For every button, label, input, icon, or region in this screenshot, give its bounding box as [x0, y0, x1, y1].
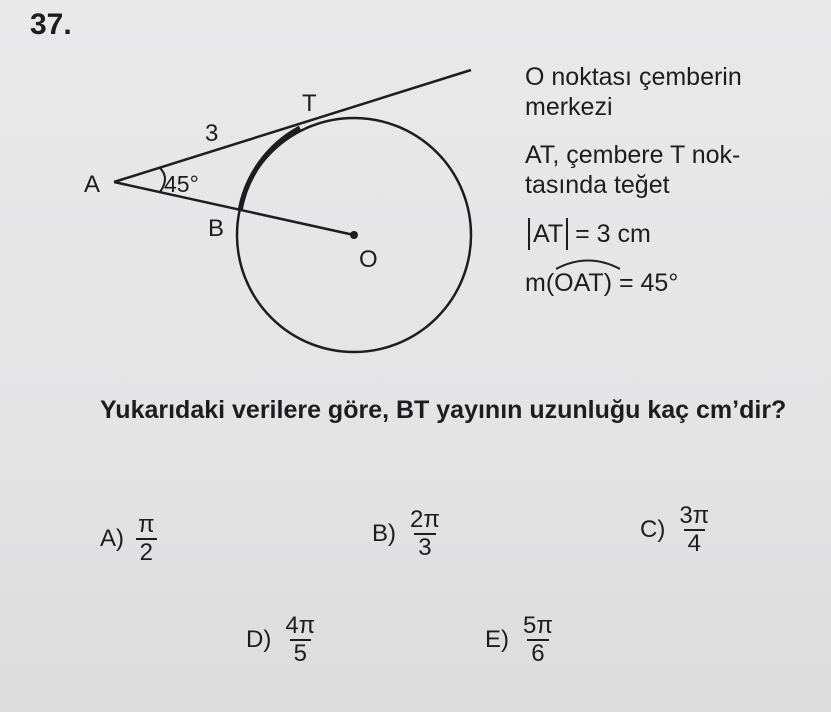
info-angle-value: ) = 45°	[603, 269, 679, 297]
arc-hat-icon	[554, 256, 622, 270]
question-number: 37.	[30, 8, 72, 41]
label-a: A	[84, 171, 101, 198]
label-angle: 45°	[164, 171, 199, 197]
choice-e[interactable]	[485, 613, 557, 667]
label-side-length: 3	[205, 120, 219, 147]
abs-bar-left	[528, 218, 530, 250]
choice-d-numerator: 4π	[285, 612, 316, 639]
choice-d-denominator: 5	[290, 639, 311, 667]
choice-e-fraction	[519, 613, 557, 667]
choice-a-denominator: 2	[136, 538, 157, 566]
info-angle	[525, 268, 815, 298]
choice-a-fraction	[134, 512, 159, 566]
label-o: O	[359, 246, 378, 273]
info-angle-name: OAT	[554, 269, 604, 297]
choice-c-numerator: 3π	[679, 502, 710, 529]
choice-b-denominator: 3	[414, 533, 435, 561]
choice-c-denominator: 4	[684, 529, 705, 557]
choice-d-letter: D)	[246, 626, 272, 653]
choice-d[interactable]	[246, 613, 319, 667]
given-info	[525, 62, 815, 298]
choice-b[interactable]	[372, 507, 444, 561]
choice-d-fraction	[281, 613, 319, 667]
info-angle-prefix: m(	[525, 269, 555, 297]
choice-b-fraction	[406, 507, 444, 561]
choice-e-denominator: 6	[527, 639, 548, 667]
choice-a[interactable]	[100, 512, 159, 566]
choice-a-numerator: π	[138, 511, 155, 538]
info-tangent: AT, çembere T nok-tasında teğet	[525, 141, 741, 199]
tangent-line	[114, 70, 471, 182]
choice-e-letter: E)	[485, 626, 509, 653]
info-angle-arc	[554, 268, 604, 298]
label-t: T	[302, 90, 317, 117]
question-text: Yukarıdaki verilere göre, BT yayının uzunluğu kaç cm’dir?	[100, 396, 787, 424]
choice-b-numerator: 2π	[410, 506, 440, 533]
choice-c-fraction	[675, 503, 713, 557]
choice-e-numerator: 5π	[523, 612, 553, 639]
center-point	[350, 231, 358, 239]
choice-c-letter: C)	[640, 516, 666, 543]
info-length-value: = 3 cm	[575, 220, 651, 248]
choice-a-letter: A)	[100, 525, 124, 552]
line-ao	[114, 182, 354, 235]
choice-c[interactable]	[640, 503, 713, 557]
label-b: B	[208, 215, 225, 242]
info-length	[525, 218, 815, 250]
abs-bar-right	[566, 218, 568, 250]
info-length-segment: AT	[533, 220, 564, 248]
info-center: O noktası çemberin merkezi	[525, 63, 742, 121]
choice-b-letter: B)	[372, 520, 396, 547]
